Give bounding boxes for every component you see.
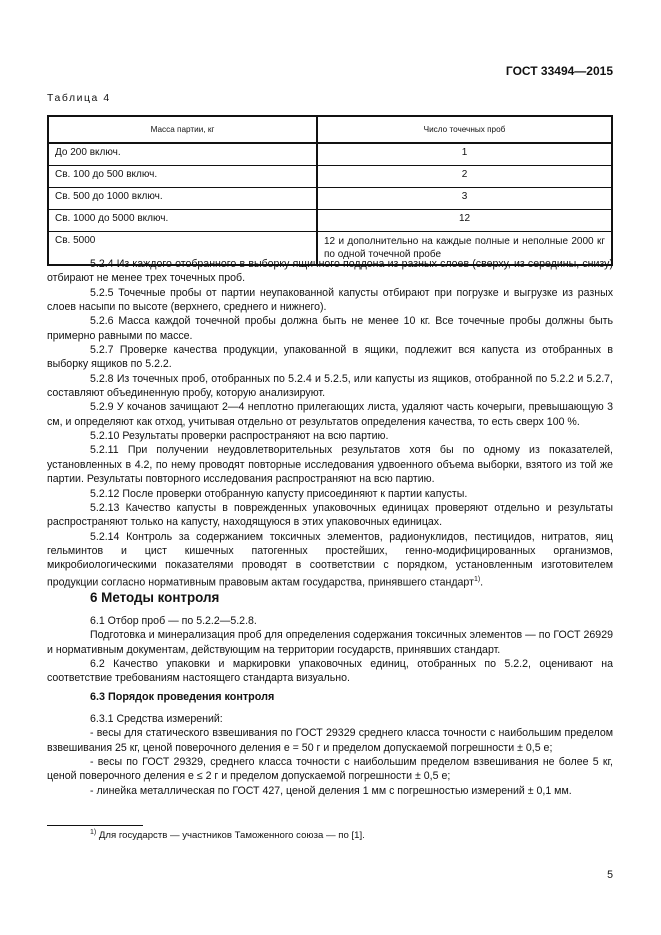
cell-count: 2 <box>317 166 612 188</box>
cell-mass: Св. 500 до 1000 включ. <box>48 188 317 210</box>
paragraph: 5.2.7 Проверке качества продукции, упакованной в ящики, подлежит вся капуста из отобранных в выборку ящиков по 5.2.2. <box>47 344 613 371</box>
table-row <box>48 143 612 166</box>
cell-mass: Св. 1000 до 5000 включ. <box>48 210 317 232</box>
paragraph: 5.2.6 Масса каждой точечной пробы должна быть не менее 10 кг. Все точечные пробы должны быть примерно равными по массе. <box>47 315 613 342</box>
section-6-title: 6 Методы контроля <box>90 590 220 605</box>
table-row <box>48 188 612 210</box>
paragraph: 5.2.9 У кочанов зачищают 2—4 неплотно прилегающих листа, удаляют часть кочерыги, превышающую 3 см, и определяют как отход, учитывая отдельно от результатов определения качества, то есть сверх 100 %. <box>47 401 613 428</box>
footnote-divider <box>47 825 143 826</box>
paragraph: 6.2 Качество упаковки и маркировки упаковочных единиц, отобранных по 5.2.2, оценивают на соответствие требованиям настоящего стандарта визуально. <box>47 658 613 685</box>
document-code: ГОСТ 33494—2015 <box>505 64 613 78</box>
list-item: - линейка металлическая по ГОСТ 427, ценой деления 1 мм с погрешностью измерений ± 0,1 мм. <box>90 784 572 797</box>
sample-table <box>47 115 613 266</box>
paragraph: 5.2.8 Из точечных проб, отобранных по 5.2.4 и 5.2.5, или капусты из ящиков, отобранной по 5.2.2 и 5.2.7, составляют объединенную пробу, которую анализируют. <box>47 372 613 400</box>
table-caption: Таблица 4 <box>47 93 111 104</box>
table-row <box>48 166 612 188</box>
paragraph: 5.2.5 Точечные пробы от партии неупакованной капусты отбирают при погрузке и выгрузке из разных слоев насыпи по высоте (верхнего, среднего и нижнего). <box>47 286 613 314</box>
paragraph: 6.1 Отбор проб — по 5.2.2—5.2.8. <box>90 615 257 627</box>
footnote <box>90 829 365 841</box>
paragraph: 5.2.4 Из каждого отобранного в выборку ящичного поддона из разных слоев (сверху, из середины, снизу) отбирают не менее трех точечных проб. <box>47 258 613 285</box>
cell-count: 12 и дополнительно на каждые полные и неполные 2000 кг по одной точечной пробе <box>317 232 612 266</box>
subsection-6-3-title: 6.3 Порядок проведения контроля <box>90 691 275 703</box>
table-row <box>48 210 612 232</box>
table-header-row <box>48 116 612 143</box>
footnote-text: Для государств — участников Таможенного союза — по [1]. <box>96 830 365 842</box>
paragraph: 6.3.1 Средства измерений: <box>90 713 223 725</box>
paragraph-text: 5.2.14 Контроль за содержанием токсичных элементов, радионуклидов, пестицидов, нитратов, яиц гельминтов и цист кишечных патогенных простейших, генно-модифицированных организмов, микробиологическими показателями проводят в соответствии с порядком, установленным изготовителем продукции согласно нормативным правовым актам государства, принявшего стандарт <box>47 530 613 589</box>
paragraph: 5.2.12 После проверки отобранную капусту присоединяют к партии капусты. <box>90 487 468 500</box>
column-header: Масса партии, кг <box>48 116 317 143</box>
page-number: 5 <box>607 869 613 881</box>
cell-count: 3 <box>317 188 612 210</box>
footnote-mark: 1) <box>90 829 97 836</box>
cell-mass: Св. 100 до 500 включ. <box>48 166 317 188</box>
column-header: Число точечных проб <box>317 116 612 143</box>
subsection-6-3-paragraphs <box>47 712 613 798</box>
section-5-paragraphs <box>47 257 613 589</box>
cell-count: 1 <box>317 143 612 166</box>
list-item: - весы по ГОСТ 29329, среднего класса точности с наибольшим пределом взвешивания не более 5 кг, ценой поверочного деления e ≤ 2 г и пределом допускаемой погрешности ± 0,5 e; <box>47 756 613 783</box>
paragraph: 5.2.13 Качество капусты в поврежденных упаковочных единицах проверяют отдельно и результаты распространяют только на капусту, находящуюся в этих упаковочных единицах. <box>47 501 613 529</box>
cell-count: 12 <box>317 210 612 232</box>
paragraph: 5.2.14 Контроль за содержанием токсичных элементов, радионуклидов, пестицидов, нитратов, яиц гельминтов и цист кишечных патогенных простейших, генно-модифицированных организмов, микробиологическими показателями проводят в соответствии с порядком, установленным изготовителем продукции согласно нормативным правовым актам государства, принявшего стандарт$^{1)}$. <box>47 530 613 589</box>
section-6-paragraphs <box>47 614 613 686</box>
cell-mass: До 200 включ. <box>48 143 317 166</box>
list-item: - весы для статического взвешивания по ГОСТ 29329 среднего класса точности с наибольшим пределом взвешивания 25 кг, ценой поверочного деления e = 50 г и пределом допускаемой погрешности ± 0,5 e; <box>47 727 613 754</box>
paragraph: 5.2.10 Результаты проверки распространяют на всю партию. <box>90 430 389 443</box>
paragraph: Подготовка и минерализация проб для определения содержания токсичных элементов — по ГОСТ 26929 и нормативным документам, действующим на территории государств, принявших стандарт. <box>47 629 613 656</box>
footnote-reference: 1) <box>473 575 481 583</box>
cell-mass: Св. 5000 <box>48 232 317 266</box>
paragraph: 5.2.11 При получении неудовлетворительных результатов хотя бы по одному из показателей, установленных в 4.2, по нему проводят повторные исследования удвоенного объема выборки, взятого из той же партии. Результаты повторного исследования распространяют на всю партию. <box>47 444 613 486</box>
